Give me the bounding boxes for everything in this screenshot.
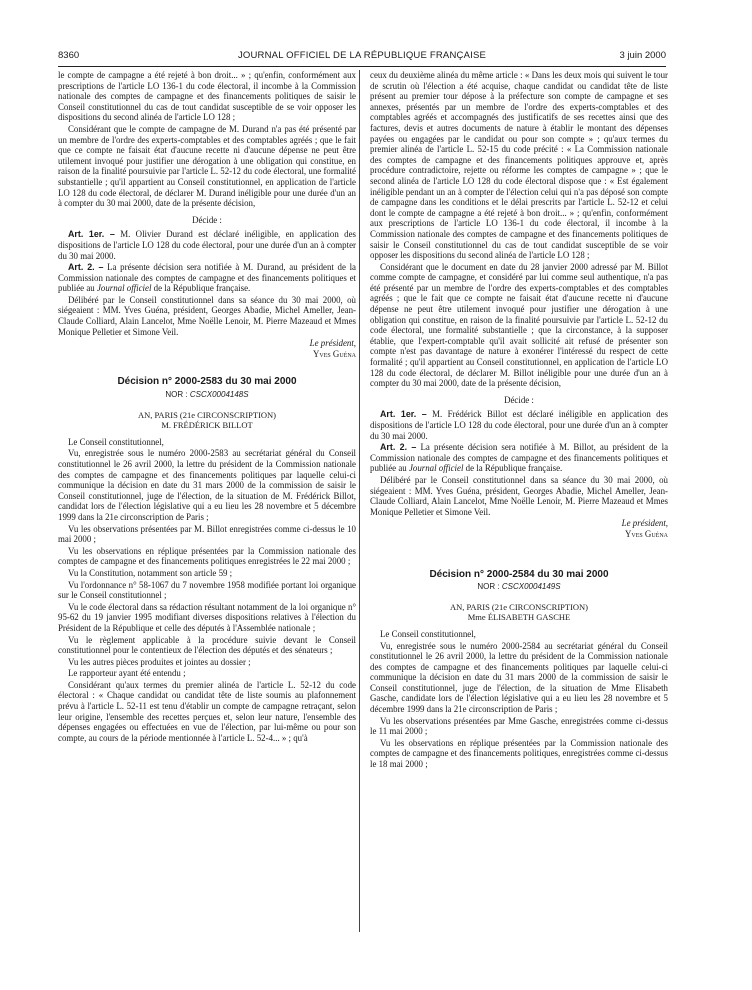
visa: Vu, enregistrée sous le numéro 2000-2584 au secrétariat général du Conseil constitutionnel le 26 avril 2000, la lettre du président de la Commission nationale des comptes de campagne et des financements politiques par laquelle celui-ci communique la décision en date du 31 mars 2000 de la commission de saisir le Conseil constitutionnel, juge de l'élection, de la situation de Mme Elisabeth Gasche, candidate lors de l'élection législative qui a eu lieu les 28 novembre et 5 décembre 1999 dans la 21e circonscription de Paris ; xyxy=(370,640,668,715)
column-divider xyxy=(359,70,360,932)
deliberation: Délibéré par le Conseil constitutionnel dans sa séance du 30 mai 2000, où siégeaient : MM. Yves Guéna, président, Georges Abadie, Michel Ameller, Jean-Claude Colliard, Alain Lancelot, Mme Noëlle Lenoir, M. Pierre Mazeaud et Mmes Monique Pelletier et Simone Veil. xyxy=(370,474,668,517)
visa: Vu le règlement applicable à la procédure suivie devant le Conseil constitutionnel pour le contentieux de l'élection des députés et des sénateurs ; xyxy=(58,634,356,656)
article-2 xyxy=(370,442,668,474)
candidate-name: M. FRÉDÉRICK BILLOT xyxy=(161,420,253,431)
nor-reference: NOR : CSCX0004148S xyxy=(165,390,249,400)
paragraph: Considérant qu'aux termes du premier alinéa de l'article L. 52-12 du code électoral : « Chaque candidat ou candidat tête de liste soumis au plafonnement prévu à l'article L. 52-11 est tenu d'établir un compte de campagne retraçant, selon leur origine, l'ensemble des recettes perçues et, selon leur nature, l'ensemble des dépenses engagées ou effectuées en vue de l'élection, par lui-même ou pour son compte, au cours de la période mentionnée à l'article L. 52-4... » ; qu'à xyxy=(58,679,356,743)
article-2 xyxy=(58,262,356,294)
visa: Vu les autres pièces produites et jointes au dossier ; xyxy=(68,656,251,667)
article-label: Art. 2. – xyxy=(68,262,104,273)
paragraph: Le Conseil constitutionnel, xyxy=(380,628,476,639)
signature-name: Yves Guéna xyxy=(624,528,668,539)
visa: Vu, enregistrée sous le numéro 2000-2583 au secrétariat général du Conseil constitutionnel le 26 avril 2000, la lettre du président de la Commission nationale des comptes de campagne et des financements politiques par laquelle celui-ci communique la décision en date du 31 mars 2000 de la commission de saisir le Conseil constitutionnel, juge de l'élection, de la situation de M. Frédérick Billot, candidat lors de l'élection législative qui a eu lieu les 28 novembre et 5 décembre 1999 dans la 21e circonscription de Paris ; xyxy=(58,448,356,522)
signature-role: Le président, xyxy=(621,518,668,529)
paragraph: Le Conseil constitutionnel, xyxy=(68,436,164,447)
visa: Vu les observations en réplique présentées par la Commission nationale des comptes de campagne et des financements politiques, enregistrées comme ci-dessus le 18 mai 2000 ; xyxy=(370,737,668,770)
article-label: Art. 1er. – xyxy=(380,409,427,420)
decide-heading: Décide : xyxy=(504,394,534,405)
journal-reference: Journal officiel xyxy=(408,463,464,474)
visa: Le rapporteur ayant été entendu ; xyxy=(68,668,186,679)
visa: Vu l'ordonnance n° 58-1067 du 7 novembre 1958 modifiée portant loi organique sur le Conseil constitutionnel ; xyxy=(58,579,356,601)
article-text: La présente décision sera notifiée à M. Billot, au président de la Commission nationale des comptes de campagne et des financements politiques et publiée au xyxy=(370,442,669,474)
header-rule xyxy=(58,66,666,67)
article-1 xyxy=(370,409,668,441)
deliberation: Délibéré par le Conseil constitutionnel dans sa séance du 30 mai 2000, où siégeaient : MM. Yves Guéna, président, Georges Abadie, Michel Ameller, Jean-Claude Colliard, Alain Lancelot, Mme Noëlle Lenoir, M. Pierre Mazeaud et Mmes Monique Pelletier et Simone Veil. xyxy=(58,294,356,337)
decide-heading: Décide : xyxy=(192,214,222,225)
left-column xyxy=(58,70,356,744)
nor-reference: NOR : CSCX0004149S xyxy=(477,582,561,592)
article-text: M. Frédérick Billot est déclaré inéligible en application des dispositions de l'article LO 128 du code électoral, pour une durée d'un an à compter du 30 mai 2000. xyxy=(370,409,669,441)
signature-name: Yves Guéna xyxy=(312,348,356,359)
visa: Vu les observations présentées par M. Billot enregistrées comme ci-dessus le 10 mai 2000 ; xyxy=(58,523,356,545)
article-1 xyxy=(58,229,356,261)
article-text: M. Olivier Durand est déclaré inéligible, en application des dispositions de l'article LO 128 du code électoral, pour une durée d'un an à compter du 30 mai 2000. xyxy=(58,229,357,261)
visa: Vu les observations en réplique présentées par la Commission nationale des comptes de campagne et des financements politiques enregistrées le 22 mai 2000 ; xyxy=(58,545,356,567)
issue-date: 3 juin 2000 xyxy=(619,50,666,61)
constituency: AN, PARIS (21e CIRCONSCRIPTION) xyxy=(137,409,277,420)
signature-role: Le président, xyxy=(309,338,356,349)
decision-title: Décision n° 2000-2583 du 30 mai 2000 xyxy=(117,376,297,388)
candidate-name: Mme ÉLISABETH GASCHE xyxy=(467,612,571,623)
constituency: AN, PARIS (21e CIRCONSCRIPTION) xyxy=(449,601,589,612)
paragraph: Considérant que le document en date du 28 janvier 2000 adressé par M. Billot comme compte de campagne, et considéré par lui comme seul authentique, n'a pas été présenté par un membre de l'ordre des experts-comptables et des comptables agréés ; que le fait que ce compte ne faisait état d'aucune recette ni d'aucune dépense ne peut être utilement invoqué pour justifier une dérogation à une obligation qui constitue, en raison de la finalité poursuivie par l'article L. 52-12 du code électoral, une formalité substantielle ; que la circonstance, à la supposer établie, que l'expert-comptable qu'il avait sollicité ait refusé de présenter son compte n'est pas davantage de nature à exonérer l'intéressé du respect de cette formalité ; qu'il appartient au Conseil constitutionnel, en application de l'article LO 128 du code électoral, de déclarer M. Billot inéligible pour une durée d'un an à compter du 30 mai 2000, date de la présente décision, xyxy=(370,261,668,389)
decision-title: Décision n° 2000-2584 du 30 mai 2000 xyxy=(429,568,609,580)
article-label: Art. 2. – xyxy=(380,442,417,453)
paragraph: Considérant que le compte de campagne de M. Durand n'a pas été présenté par un membre de l'ordre des experts-comptables et des comptables agréés ; que le fait que ce compte ne faisait état d'aucune recette ni d'aucune dépense ne peut être utilement invoqué pour justifier une dérogation à une obligation qui constitue, en raison de la finalité poursuivie par l'article L. 52-12 du code électoral, une formalité substantielle ; qu'il appartient au Conseil constitutionnel, en application de l'article LO 128 du code électoral, de déclarer M. Durand inéligible pour une durée d'un an à compter du 30 mai 2000, date de la présente décision, xyxy=(58,123,356,209)
article-text: de la République française. xyxy=(153,283,251,294)
visa: Vu les observations présentées par Mme Gasche, enregistrées comme ci-dessus le 11 mai 2000 ; xyxy=(370,715,668,737)
visa: Vu la Constitution, notamment son article 59 ; xyxy=(68,567,233,578)
article-text: de la République française. xyxy=(465,463,563,474)
journal-reference: Journal officiel xyxy=(96,283,152,294)
visa: Vu le code électoral dans sa rédaction résultant notamment de la loi organique n° 95-62 du 19 janvier 1995 modifiant diverses dispositions relatives à l'élection du Président de la République et celle des députés à l'Assemblée nationale ; xyxy=(58,601,356,633)
journal-title: JOURNAL OFFICIEL DE LA RÉPUBLIQUE FRANÇAISE xyxy=(237,50,487,61)
right-column xyxy=(370,70,668,771)
page-header xyxy=(58,50,666,64)
paragraph: ceux du deuxième alinéa du même article : « Dans les deux mois qui suivent le tour de scrutin où l'élection a été acquise, chaque candidat ou candidat tête de liste présent au premier tour dépose à la préfecture son compte de campagne et ses annexes, présentés par un membre de l'ordre des experts-comptables et des comptables agréés et accompagnés des justificatifs de ses recettes ainsi que des factures, devis et autres documents de nature à établir le montant des dépenses payées ou engagées par le candidat ou pour son compte » ; qu'aux termes du premier alinéa de l'article L. 52-15 du code précité : « La Commission nationale des comptes de campagne et des financements politiques approuve et, après procédure contradictoire, rejette ou réforme les comptes de campagne » ; que le second alinéa de l'article LO 128 du code électoral dispose que : « Est également inéligible pendant un an à compter de l'élection celui qui n'a pas déposé son compte de campagne dans les conditions et le délai prescrits par l'article L. 52-12 et celui dont le compte de campagne a été rejeté à bon droit... » ; qu'enfin, conformément aux prescriptions de l'article LO 136-1 du code électoral, il incombe à la Commission nationale des comptes de campagne et des financements politiques de saisir le Conseil constitutionnel du cas de tout candidat susceptible de se voir opposer les dispositions du second alinéa de l'article LO 128 ; xyxy=(370,70,668,261)
page-number: 8360 xyxy=(58,50,80,61)
article-text: La présente décision sera notifiée à M. Durand, au président de la Commission nationale des comptes de campagne et des financements politiques et publiée au xyxy=(58,262,356,294)
article-label: Art. 1er. – xyxy=(68,229,115,240)
paragraph: le compte de campagne a été rejeté à bon droit... » ; qu'enfin, conformément aux prescriptions de l'article LO 136-1 du code électoral, il incombe à la Commission nationale des comptes de campagne et des financements politiques de saisir le Conseil constitutionnel du cas de tout candidat susceptible de se voir opposer les dispositions du second alinéa de l'article LO 128 ; xyxy=(58,70,356,123)
